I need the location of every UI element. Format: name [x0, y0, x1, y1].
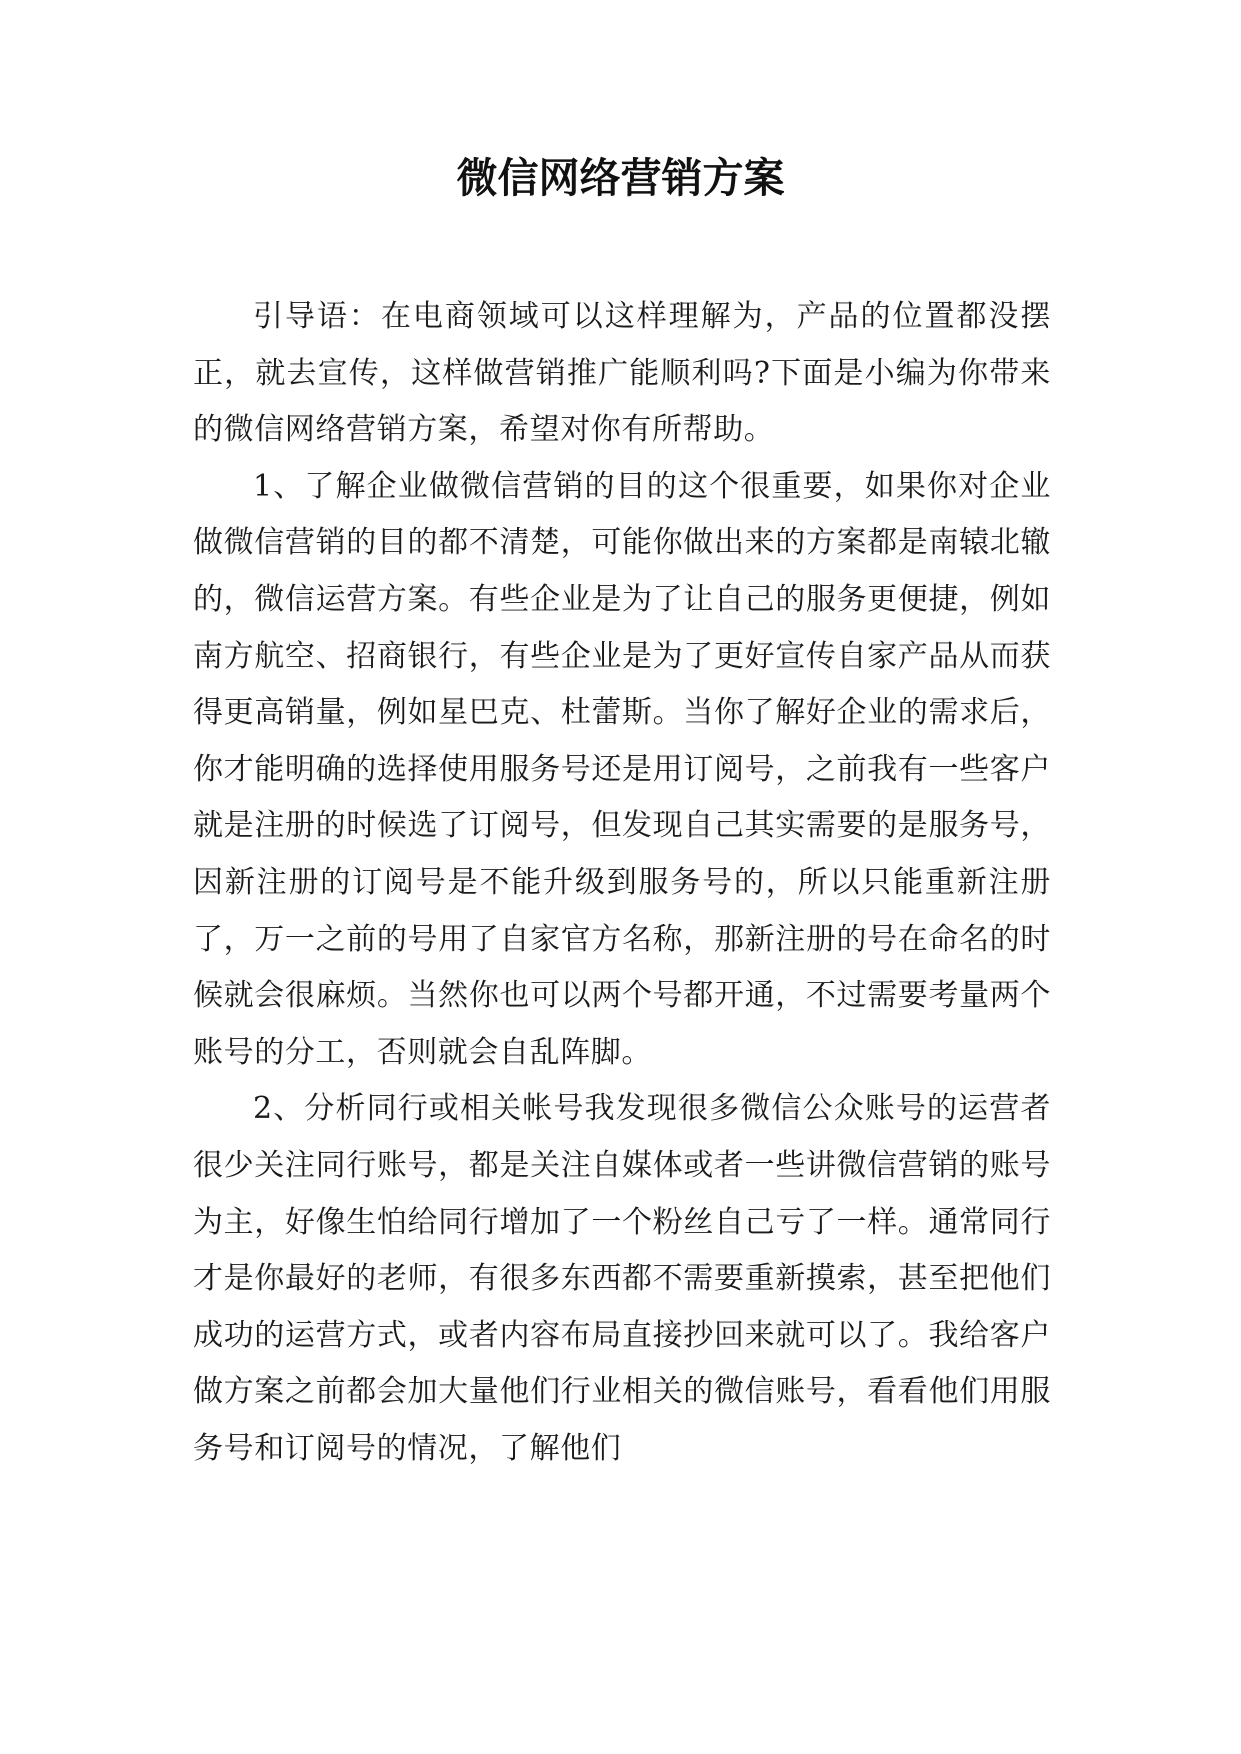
document-body: [193, 289, 1051, 1477]
paragraph-point-2: 2、分析同行或相关帐号我发现很多微信公众账号的运营者很少关注同行账号，都是关注自媒体或者一些讲微信营销的账号为主，好像生怕给同行增加了一个粉丝自己亏了一样。通常同行才是你最好的老师，有很多东西都不需要重新摸索，甚至把他们成功的运营方式，或者内容布局直接抄回来就可以了。我给客户做方案之前都会加大量他们行业相关的微信账号，看看他们用服务号和订阅号的情况，了解他们: [193, 1091, 1051, 1466]
document-title: 微信网络营销方案: [456, 154, 785, 202]
paragraph-intro: 引导语：在电商领域可以这样理解为，产品的位置都没摆正，就去宣传，这样做营销推广能顺利吗?下面是小编为你带来的微信网络营销方案，希望对你有所帮助。: [193, 299, 1051, 448]
paragraph-point-1: 1、了解企业做微信营销的目的这个很重要，如果你对企业做微信营销的目的都不清楚，可能你做出来的方案都是南辕北辙的，微信运营方案。有些企业是为了让自己的服务更便捷，例如南方航空、招商银行，有些企业是为了更好宣传自家产品从而获得更高销量，例如星巴克、杜蕾斯。当你了解好企业的需求后，你才能明确的选择使用服务号还是用订阅号，之前我有一些客户就是注册的时候选了订阅号，但发现自己其实需要的是服务号，因新注册的订阅号是不能升级到服务号的，所以只能重新注册了，万一之前的号用了自家官方名称，那新注册的号在命名的时候就会很麻烦。当然你也可以两个号都开通，不过需要考量两个账号的分工，否则就会自乱阵脚。: [193, 468, 1051, 1070]
